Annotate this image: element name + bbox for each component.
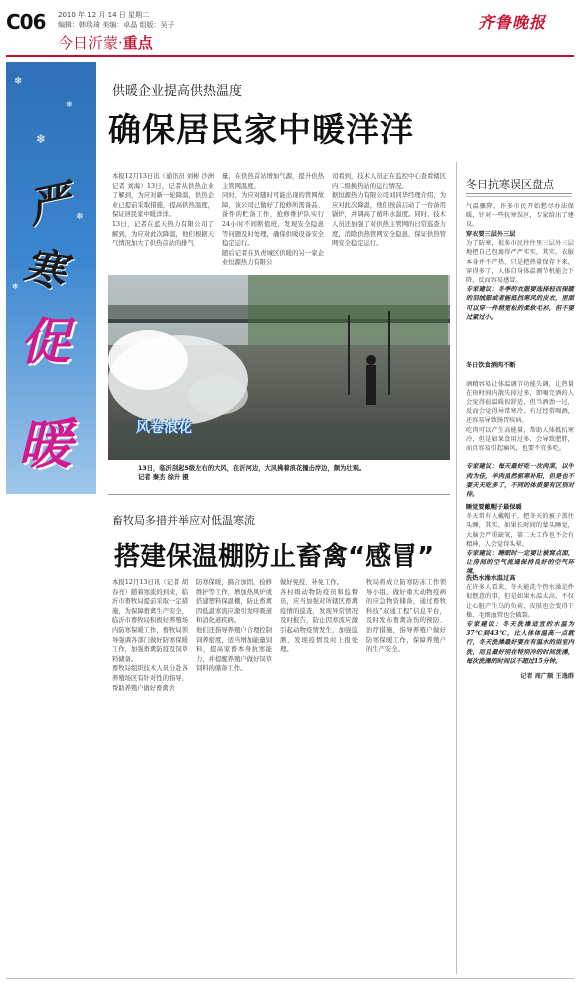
- sidebar-item-heading: 睡觉要戴帽子最保暖: [466, 504, 522, 511]
- story1-column: 司看到，技术人员正在监控中心查看辖区内二级换热站的运行情况。 据恒源热力有限公司刘同华经理介绍，为应对此次降温，他们按前启动了一台备用锅炉，并调高了循环水温度。同时，技术人员还加强了对供热主管网的日常巡查力度，消除供热管网安全隐患，保证供热管网安全稳定运行。: [332, 173, 446, 248]
- sidebar-item: [466, 352, 574, 508]
- photo-caption: 13日，临沂刮起5级左右的大风，在沂河边，大风拂着浪花撞击岸边，颇为壮观。 记者 秦杰 徐升 摄: [138, 465, 366, 481]
- date-line: 2010 年 12 月 14 日 星期二: [58, 11, 149, 19]
- section-title-bold: 重点: [122, 34, 153, 52]
- calligraphy-sidebar: [6, 62, 96, 494]
- story2-column: 做好免疫，补免工作。 各村级动物防疫员和监督员，应当加强对所辖区畜禽疫情的巡查，发现异常情况及时报告，防止因寒流应激引起动物疫情发生，加强监测，发现疫情及时上报处理。: [280, 579, 358, 654]
- section-title: [58, 32, 153, 53]
- snowflake-icon: ❄: [14, 76, 23, 87]
- page-bottom-rule: [6, 978, 574, 979]
- story2-column: 本报12月13日讯（记者 胡春亮）随着寒流的到来，临沂市畜牧局提前采取一定措施，为保障畜禽生产安全，临沂市畜牧局积极好养殖场内防寒保暖工作，畜牧局领导强调各部门做好防寒保暖工作，加强畜禽防疫及饲草料储备。 畜牧局组织技术人员分赴各养殖场区有针对性的指导，帮助养殖户做好畜禽舍: [112, 579, 188, 692]
- snowflake-icon: ❄: [76, 212, 84, 222]
- sidebar-item-heading: 冬日饮食酒肉不断: [466, 362, 516, 370]
- sidebar-item-advice: 专家建议：睡眠时一定要让被窝点面，让房间的空气流通保持良好的空气环境。: [466, 550, 574, 576]
- sidebar-byline: 记者 周广顺 王逸群: [520, 673, 574, 680]
- sidebar-item: [466, 503, 574, 577]
- sidebar-item: [466, 574, 574, 666]
- column-divider: [456, 162, 457, 974]
- story2-column: 牧局将成立防寒防冻工作领导小组，做好重大动物疫病的应急物资储备，通过畜牧科技“双通工程”信息平台，及时发布畜禽冻伤的预防、治疗措施，指导养殖户做好防寒保暖工作，保障养殖户的生产安全。: [366, 579, 446, 654]
- news-photo: [108, 275, 450, 460]
- sidebar-item-body: 冬天常有人戴帽子，把冬天的被子盖住头睡，其实，如果长时间的蒙头睡觉，大脑会严重缺氧，第二天工作也不会有精神，人会觉得头晕。: [466, 513, 574, 548]
- sidebar-item-body: 在许多人看来，冬天能洗个热水澡是件很惬意的事，但是如果水温太高，不仅让心脏产生乌的负荷，皮肤也会变得干燥，毛细血管也会破裂。: [466, 584, 574, 619]
- story2-kicker: 畜牧局多措并举应对低温寒流: [112, 514, 255, 527]
- story2-column: 防寒保暖，搞合加固，检修维护等工作，增加热风炉或搭建塑料保温棚，防止畜禽因低温寒流应激引发呼吸道和消化道疾病。 他们还指导养殖户合理控制饲养密度，适当增加能量饲料，提高家畜本身抗寒能力，并提醒养殖户做好饲草饲料的储备工作。: [196, 579, 272, 673]
- page-number: C06: [6, 10, 46, 34]
- sidebar-title-rule: [466, 196, 572, 197]
- page-header: [0, 0, 580, 60]
- calligraphy-char: 暖: [18, 412, 72, 476]
- calligraphy-char: 促: [20, 312, 70, 371]
- sidebar-title: 冬日抗寒误区盘点: [466, 178, 554, 191]
- photo-overlay-label: 风卷浪花: [136, 420, 192, 436]
- section-title-prefix: 今日沂蒙·: [58, 34, 123, 52]
- header-rule: [6, 55, 574, 57]
- calligraphy-char: 寒: [20, 242, 69, 297]
- story1-column: 量，在供热首站增加气源，提升供热主管网温度。 同时，为应对随时可能出现的管网故障，该公司已做好了抢修所需备品、备件的贮备工作，抢修维护队实行24小时不间断值班，发现安全隐患等问题及时处理，确保供暖设备安全稳定运行。 随后记者在负责城区供暖的另一家企业恒源热力有限公: [222, 173, 324, 267]
- story1-column: 本报12月13日讯（通讯员 刘彬 沙洲 记者 刘海）13日，记者从供热企业了解到，为应对新一轮降温，供热企业已提前采取措施，提高供热温度，保证居民家中暖洋洋。 13日，记者在蓝天热力有限公司了解到，为应对此次降温，他们根据天气情况加大了供热首站的排气: [112, 173, 214, 248]
- sidebar-item-body: 酒精容易让体温调节功能失调，让热量在短时间内散失掉过多，即喝完酒的人会觉得很温暖很舒适，但当酒劲一过，反而会觉得异常寒冷，有过经常喝酒，还容易导致肠胃疾病。 吃肉可以产生高能量，帮助人体抵抗寒冷，但是如果食用过多，会导致肥胖，而且容易引起痛风，也要不宜多吃。: [466, 380, 574, 453]
- sidebar-item-advice: 专家建议：每天最好吃一次肉菜，以牛肉为佳，羊肉虽然驱寒补阳，但是也不要天天吃多了，不同的体质要有区别对待。: [466, 463, 574, 499]
- sidebar-item-advice: 专家建议：冬季的衣服要选择轻而保暖的羽绒服或者能抵挡寒风的皮衣，里面可以穿一件稍宽松的柔软毛衫，但不要过紧过小。: [466, 286, 574, 321]
- calligraphy-char: 严: [23, 176, 76, 233]
- sidebar-item-body: 为了防寒，很多市民往往里三层外三层地把自己包裹得严严实实，其实，衣服本身并不产热，只是把热量保存下来，穿得多了，人体自身体温调节机能会下降，反而容易感冒。: [466, 240, 574, 285]
- sidebar-intro: 气温骤降，许多市民开始想尽办法保暖，针对一些抗寒误区，专家给出了建议。: [466, 203, 574, 229]
- sidebar-title-rule: [466, 193, 572, 194]
- story2-headline: 搭建保温棚防止畜禽“感冒”: [114, 542, 435, 572]
- story-divider: [108, 494, 450, 495]
- snowflake-icon: ❄: [66, 100, 73, 109]
- sidebar-item-advice: 专家建议：冬天洗澡适宜的水温为37℃到43℃，比人体体温高一点就行，冬天洗澡最好要在有温水的浴室内洗，而且最好别在特别冷的时间洗澡，每次洗澡的时间以不超过15分钟。: [466, 621, 574, 665]
- sidebar-item: [466, 230, 574, 322]
- story1-headline: 确保居民家中暖洋洋: [108, 110, 414, 149]
- newspaper-masthead: 齐鲁晚报: [478, 13, 547, 32]
- snowflake-icon: ❄: [36, 132, 47, 146]
- sidebar-item-heading: 穿衣要三层外三层: [466, 231, 516, 238]
- snowflake-icon: ❄: [12, 282, 19, 291]
- staff-line: 编辑：韩琰琦 美编：卓晶 组版：吴子: [58, 21, 175, 29]
- story1-kicker: 供暖企业提高供热温度: [112, 84, 243, 99]
- sidebar-item-heading: 洗热水澡水温过高: [466, 575, 516, 582]
